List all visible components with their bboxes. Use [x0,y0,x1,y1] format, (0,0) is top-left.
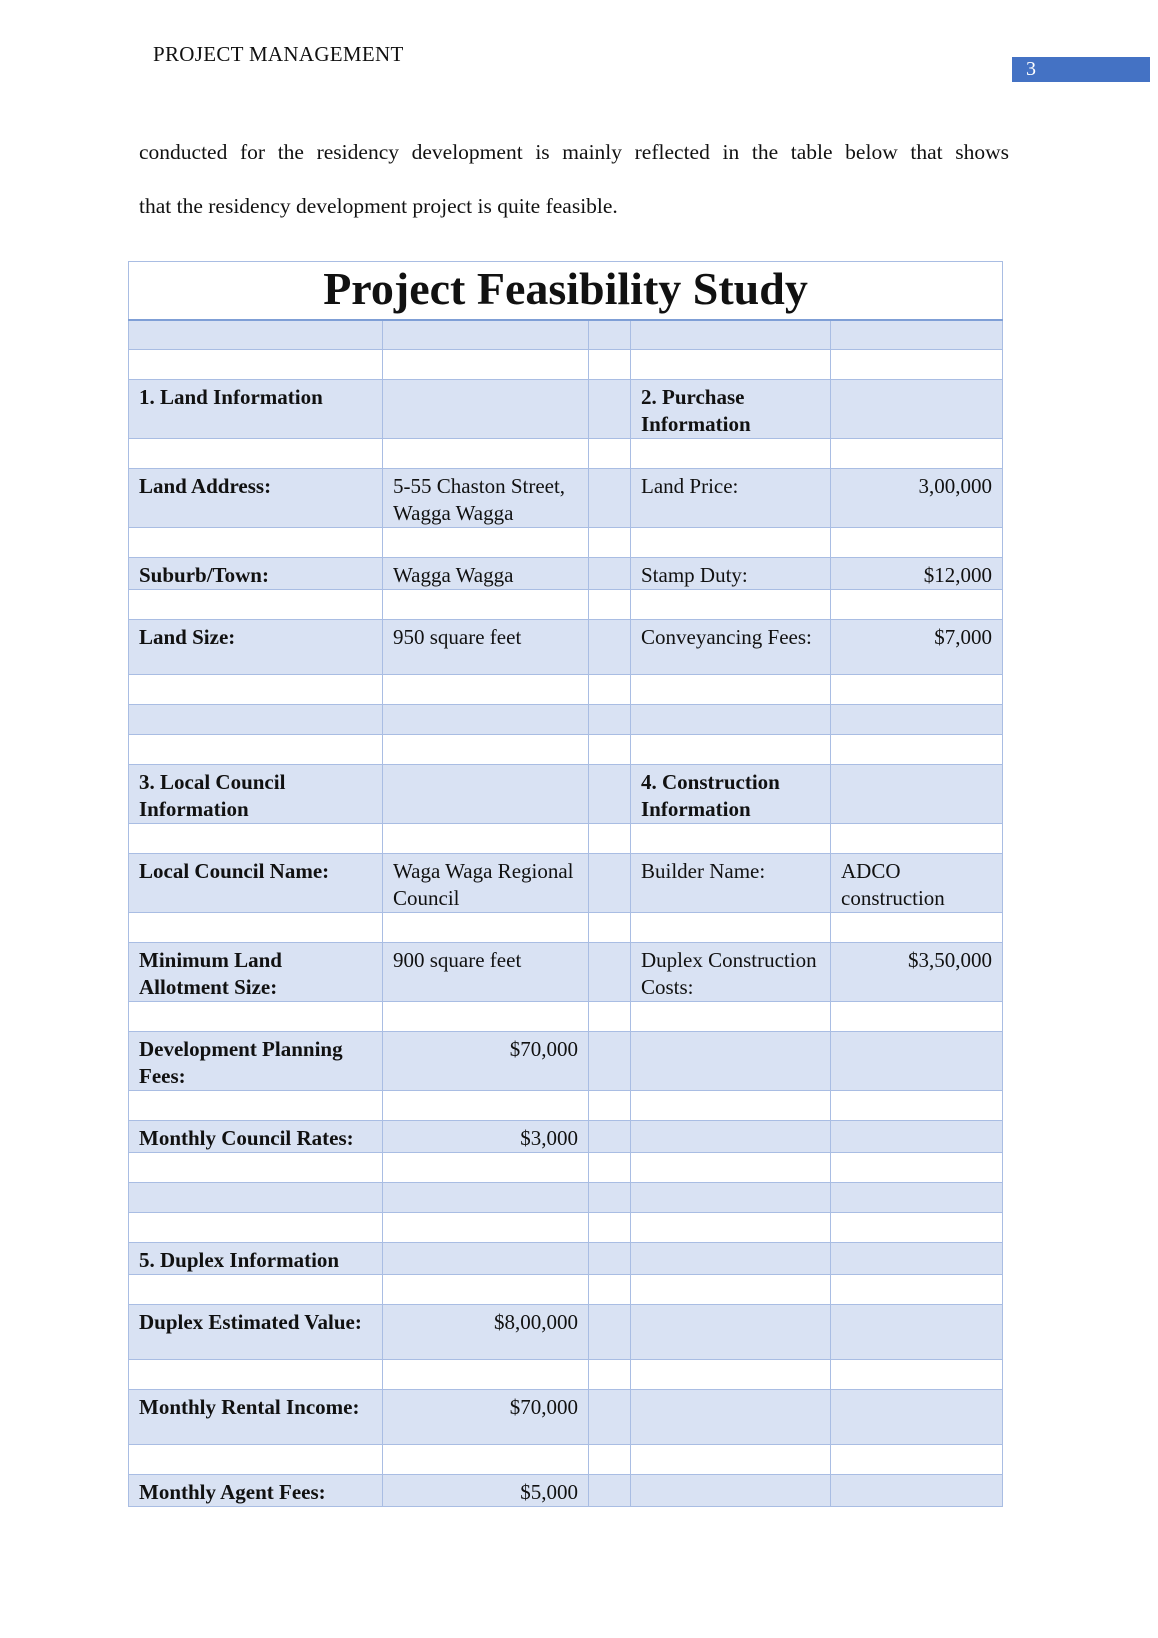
table-row [129,1475,1003,1507]
spacer-row [129,1153,1003,1183]
section-heading: 3. Local Council Information [129,765,383,824]
intro-line-2: that the residency development project is quite feasible. [139,194,618,218]
row-value: $5,000 [383,1475,589,1507]
row-label: Minimum Land Allotment Size: [129,943,383,1002]
section-heading: 4. Construction Information [631,765,831,824]
row-label: Monthly Council Rates: [129,1121,383,1153]
spacer-row [129,735,1003,765]
spacer-row [129,439,1003,469]
table-row [129,558,1003,590]
section-heading: 2. Purchase Information [631,380,831,439]
table-row [129,943,1003,1002]
row-value: 900 square feet [383,943,589,1002]
row-label: Development Planning Fees: [129,1032,383,1091]
row-value: $3,50,000 [831,943,1003,1002]
row-label: Land Address: [129,469,383,528]
row-label: Conveyancing Fees: [631,620,831,675]
row-label: Monthly Agent Fees: [129,1475,383,1507]
table-row [129,1032,1003,1091]
spacer-row [129,675,1003,705]
section-heading: 1. Land Information [129,380,383,439]
page-number-badge: 3 [1012,57,1150,82]
table-row [129,620,1003,675]
row-label: Duplex Estimated Value: [129,1305,383,1360]
spacer-row [129,320,1003,350]
row-value: $12,000 [831,558,1003,590]
feasibility-table [128,261,1003,1507]
table-title: Project Feasibility Study [129,262,1003,320]
spacer-row [129,1002,1003,1032]
spacer-row [129,1213,1003,1243]
spacer-row [129,1275,1003,1305]
row-label: Local Council Name: [129,854,383,913]
intro-paragraph [139,125,1009,233]
row-value: $8,00,000 [383,1305,589,1360]
row-value: ADCO construction [831,854,1003,913]
table-row [129,1305,1003,1360]
row-value: 950 square feet [383,620,589,675]
table-row [129,854,1003,913]
spacer-row [129,590,1003,620]
row-label: Stamp Duty: [631,558,831,590]
row-label: Builder Name: [631,854,831,913]
row-value: 5-55 Chaston Street, Wagga Wagga [383,469,589,528]
row-value: Waga Waga Regional Council [383,854,589,913]
row-value: $70,000 [383,1032,589,1091]
running-header: PROJECT MANAGEMENT [153,42,404,66]
row-label: Suburb/Town: [129,558,383,590]
table-row [129,765,1003,824]
table-row [129,1121,1003,1153]
row-value: $3,000 [383,1121,589,1153]
row-value: $7,000 [831,620,1003,675]
row-label: Duplex Construction Costs: [631,943,831,1002]
table-row [129,380,1003,439]
row-value: 3,00,000 [831,469,1003,528]
spacer-row [129,528,1003,558]
intro-line-1: conducted for the residency development is mainly reflected in the table below that shows [139,140,1009,164]
spacer-row [129,1183,1003,1213]
spacer-row [129,1360,1003,1390]
row-label: Monthly Rental Income: [129,1390,383,1445]
table-row [129,469,1003,528]
spacer-row [129,705,1003,735]
spacer-row [129,913,1003,943]
row-value: Wagga Wagga [383,558,589,590]
row-value: $70,000 [383,1390,589,1445]
spacer-row [129,1091,1003,1121]
row-label: Land Price: [631,469,831,528]
spacer-row [129,824,1003,854]
section-heading: 5. Duplex Information [129,1243,383,1275]
table-row [129,1243,1003,1275]
row-label: Land Size: [129,620,383,675]
spacer-row [129,350,1003,380]
spacer-row [129,1445,1003,1475]
table-row [129,1390,1003,1445]
